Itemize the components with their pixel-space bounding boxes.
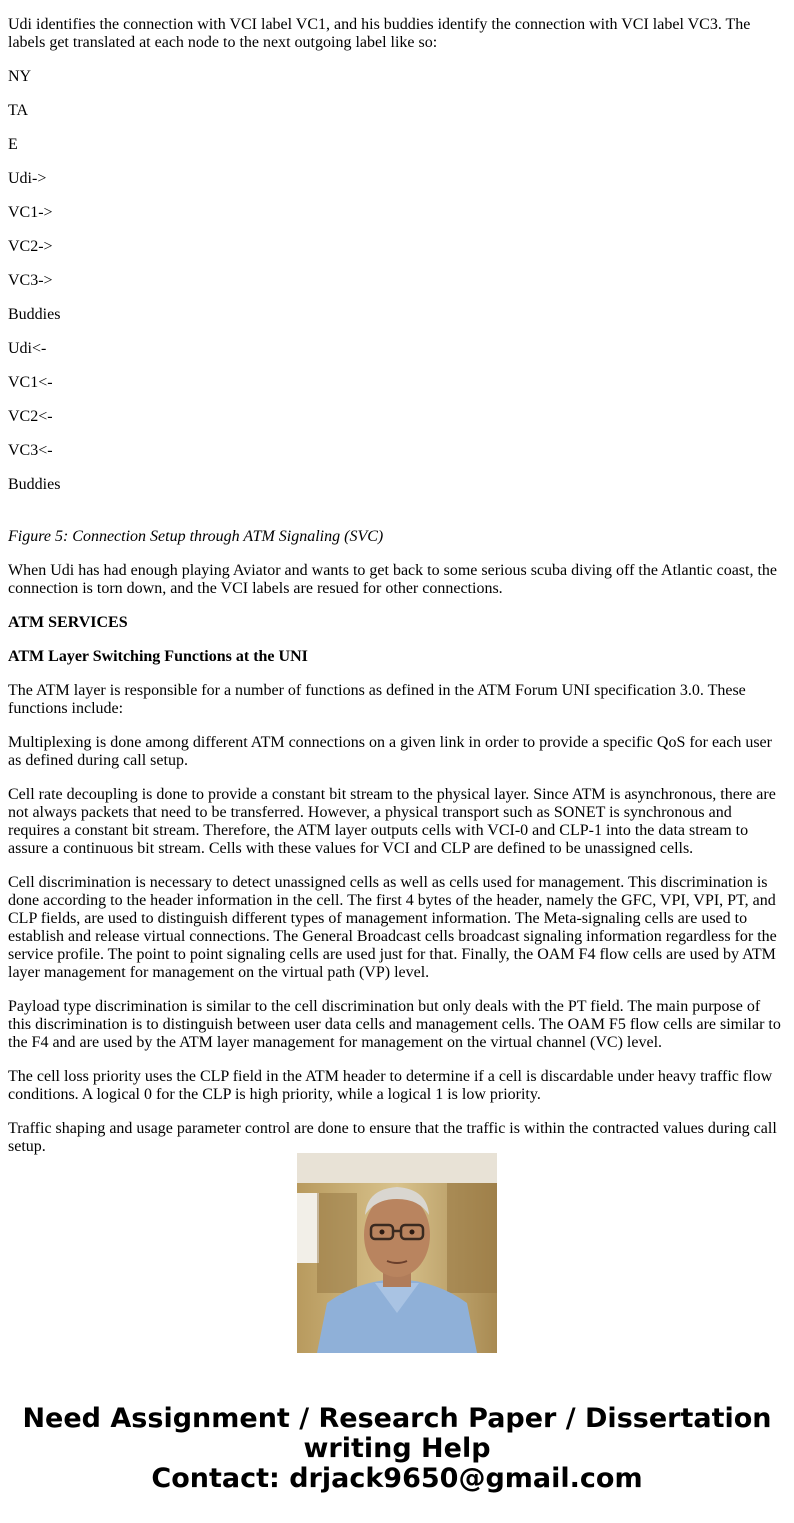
avatar: [297, 1153, 497, 1353]
paragraph: Payload type discrimination is similar to the cell discrimination but only deals with the PT field. The main purpose of this discrimination is to distinguish between user data cells and management cells. The OAM F5 flow cells are similar to the F4 and are used by the ATM layer management for management on the virtual channel (VC) level.: [8, 998, 781, 1051]
figure-line: TA: [8, 102, 29, 119]
promo-line: Need Assignment / Research Paper / Dissertation: [22, 1403, 772, 1434]
figure-spacer: [8, 510, 786, 528]
figure-line: VC1->: [8, 204, 53, 221]
figure-line: E: [8, 136, 18, 153]
figure-line: VC1<-: [8, 374, 53, 391]
promo-banner: [0, 1404, 794, 1494]
figure-line: Udi->: [8, 170, 47, 187]
paragraph: Multiplexing is done among different ATM connections on a given link in order to provide a specific QoS for each user as defined during call setup.: [8, 734, 772, 769]
figure-line: Udi<-: [8, 340, 47, 357]
figure-line: Buddies: [8, 306, 61, 323]
paragraph: Cell discrimination is necessary to detect unassigned cells as well as cells used for management. This discrimination is done according to the header information in the cell. The first 4 bytes of the header, namely the GFC, VPI, VPI, PT, and CLP fields, are used to distinguish different types of management information. The Meta-signaling cells are used to establish and release virtual connections. The General Broadcast cells broadcast signaling information regardless for the service profile. The point to point signaling cells are used just for that. Finally, the OAM F4 flow cells are used by ATM layer management for management on the virtual path (VP) level.: [8, 874, 777, 981]
paragraph: Traffic shaping and usage parameter control are done to ensure that the traffic is within the contracted values during call setup.: [8, 1120, 777, 1155]
promo-line: writing Help: [303, 1433, 491, 1464]
figure-line: NY: [8, 68, 32, 85]
figure-line: VC2->: [8, 238, 53, 255]
document-body: [8, 16, 786, 1155]
paragraph: The ATM layer is responsible for a number of functions as defined in the ATM Forum UNI specification 3.0. These functions include:: [8, 682, 746, 717]
intro-paragraph: Udi identifies the connection with VCI label VC1, and his buddies identify the connection with VCI label VC3. The labels get translated at each node to the next outgoing label like so:: [8, 16, 751, 51]
figure-line: VC3->: [8, 272, 53, 289]
contact-email: Contact: drjack9650@gmail.com: [151, 1463, 643, 1494]
paragraph: Cell rate decoupling is done to provide a constant bit stream to the physical layer. Since ATM is asynchronous, there are not always packets that need to be transferred. However, a physical transport such as SONET is synchronous and requires a constant bit stream. Therefore, the ATM layer outputs cells with VCI-0 and CLP-1 into the data stream to assure a continuous bit stream. Cells with these values for VCI and CLP are defined to be unassigned cells.: [8, 786, 776, 857]
section-heading: ATM SERVICES: [8, 614, 128, 631]
figure-line: Buddies: [8, 476, 61, 493]
avatar-portrait-image: [297, 1153, 497, 1353]
paragraph: The cell loss priority uses the CLP field in the ATM header to determine if a cell is discardable under heavy traffic flow conditions. A logical 0 for the CLP is high priority, while a logical 1 is low priority.: [8, 1068, 773, 1103]
figure-line: VC2<-: [8, 408, 53, 425]
subsection-heading: ATM Layer Switching Functions at the UNI: [8, 648, 308, 665]
figure-line: VC3<-: [8, 442, 53, 459]
paragraph: When Udi has had enough playing Aviator and wants to get back to some serious scuba diving off the Atlantic coast, the connection is torn down, and the VCI labels are resued for other connections.: [8, 562, 778, 597]
figure-caption: Figure 5: Connection Setup through ATM Signaling (SVC): [8, 528, 384, 545]
